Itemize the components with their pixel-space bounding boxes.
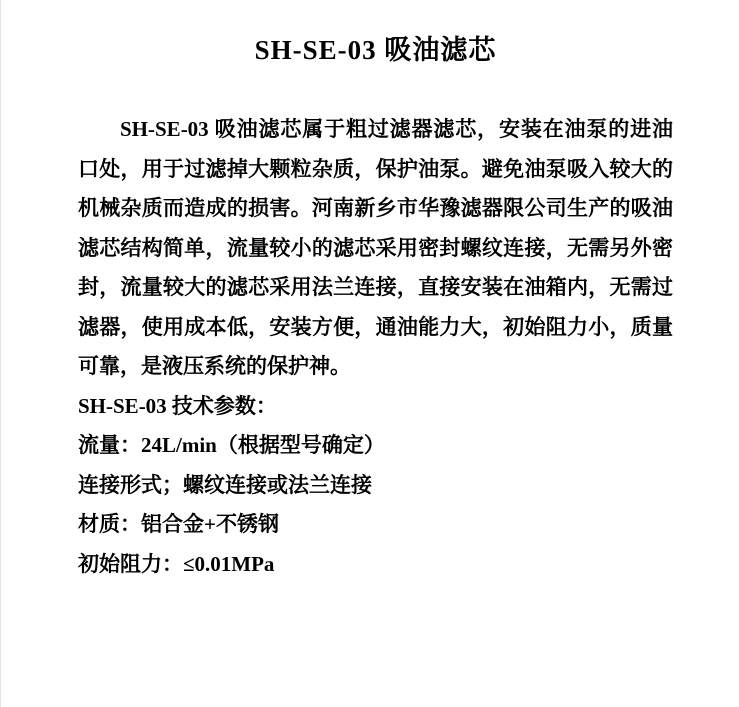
- spec-line-flow-rate: 流量：24L/min（根据型号确定）: [78, 433, 385, 457]
- spec-line-initial-resistance: 初始阻力：≤0.01MPa: [78, 551, 275, 576]
- spec-line-material: 材质：铝合金+不锈钢: [78, 512, 279, 536]
- intro-paragraph: SH-SE-03 吸油滤芯属于粗过滤器滤芯，安装在油泵的进油口处，用于过滤掉大颗粒杂质，保护油泵。避免油泵吸入较大的机械杂质而造成的损害。河南新乡市华豫滤器限公司生产的吸油滤芯结构简单，流量较小的滤芯采用密封螺纹连接，无需另外密封，流量较大的滤芯采用法兰连接，直接安装在油箱内，无需过滤器，使用成本低，安装方便，通油能力大，初始阻力小，质量可靠，是液压系统的保护神。: [78, 117, 673, 378]
- spec-line-heading: SH-SE-03 技术参数：: [78, 393, 277, 418]
- spec-line-connection-type: 连接形式；螺纹连接或法兰连接: [78, 472, 372, 497]
- document-page: [1, 0, 739, 707]
- page-title: SH-SE-03 吸油滤芯: [254, 35, 497, 65]
